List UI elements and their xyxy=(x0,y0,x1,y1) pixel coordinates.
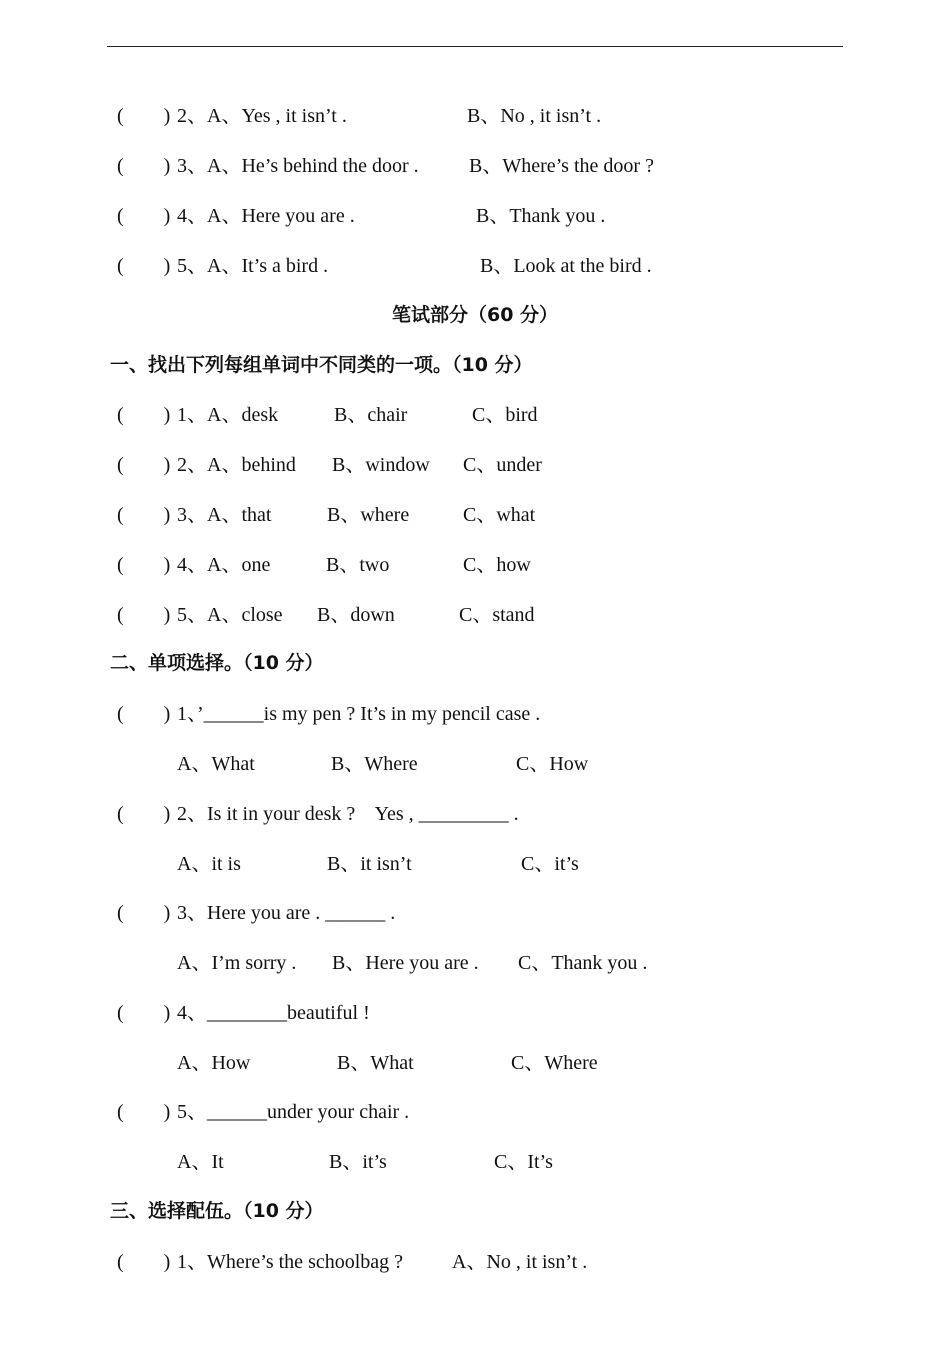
header-rule xyxy=(107,46,843,47)
option-b: B、Where’s the door ? xyxy=(469,155,654,177)
option-c: C、how xyxy=(463,554,531,576)
option-a: 4、A、Here you are . xyxy=(177,205,355,227)
question-text: 4、________beautiful ! xyxy=(177,1002,370,1024)
option-a: 3、A、that xyxy=(177,504,272,526)
option-b: B、chair xyxy=(334,404,408,426)
option-c: C、stand xyxy=(459,604,535,626)
answer-paren[interactable]: ( ) xyxy=(117,1251,171,1273)
option-c: C、Thank you . xyxy=(518,952,648,974)
mc-question xyxy=(0,699,541,729)
option-a: 5、A、close xyxy=(177,604,283,626)
mc-question xyxy=(0,1097,410,1127)
option-b: B、Thank you . xyxy=(476,205,606,227)
option-b: B、it’s xyxy=(329,1151,387,1173)
option-c: C、bird xyxy=(472,404,538,426)
option-a: 2、A、Yes , it isn’t . xyxy=(177,105,347,127)
vocab-item xyxy=(0,450,542,480)
answer-paren[interactable]: ( ) xyxy=(117,1101,171,1123)
answer-paren[interactable]: ( ) xyxy=(117,404,171,426)
option-a: A、it is xyxy=(177,853,241,875)
listening-item xyxy=(0,151,654,181)
option-a: 1、A、desk xyxy=(177,404,279,426)
mc-options xyxy=(0,849,579,879)
question-text: 1、’______is my pen ? It’s in my pencil case . xyxy=(177,703,541,725)
option-c: C、How xyxy=(516,753,589,775)
option-b: B、where xyxy=(327,504,410,526)
mc-options xyxy=(0,948,648,978)
option-a: 4、A、one xyxy=(177,554,271,576)
section-3-title: 三、选择配伍。（10 分） xyxy=(110,1200,324,1222)
answer-paren[interactable]: ( ) xyxy=(117,554,171,576)
written-part-title: 笔试部分（60 分） xyxy=(391,304,559,326)
answer-paren[interactable]: ( ) xyxy=(117,255,171,277)
answer-paren[interactable]: ( ) xyxy=(117,105,171,127)
option-a: 5、A、It’s a bird . xyxy=(177,255,329,277)
option-b: B、No , it isn’t . xyxy=(467,105,602,127)
option-b: B、Look at the bird . xyxy=(480,255,652,277)
vocab-item xyxy=(0,400,538,430)
option-b: B、Here you are . xyxy=(332,952,479,974)
answer-paren[interactable]: ( ) xyxy=(117,454,171,476)
option-a: A、I’m sorry . xyxy=(177,952,297,974)
match-item xyxy=(0,1247,588,1277)
answer-paren[interactable]: ( ) xyxy=(117,902,171,924)
answer-paren[interactable]: ( ) xyxy=(117,703,171,725)
option-a: 3、A、He’s behind the door . xyxy=(177,155,419,177)
mc-options xyxy=(0,1147,553,1177)
vocab-item xyxy=(0,500,536,530)
option-a: A、No , it isn’t . xyxy=(452,1251,588,1273)
answer-paren[interactable]: ( ) xyxy=(117,504,171,526)
answer-paren[interactable]: ( ) xyxy=(117,604,171,626)
question-text: 2、Is it in your desk ? Yes , _________ . xyxy=(177,803,519,825)
option-a: 2、A、behind xyxy=(177,454,296,476)
option-c: C、it’s xyxy=(521,853,579,875)
option-b: B、down xyxy=(317,604,395,626)
mc-question xyxy=(0,998,370,1028)
option-c: C、It’s xyxy=(494,1151,553,1173)
answer-paren[interactable]: ( ) xyxy=(117,155,171,177)
vocab-item xyxy=(0,600,535,630)
option-c: C、Where xyxy=(511,1052,598,1074)
option-b: B、window xyxy=(332,454,430,476)
listening-item xyxy=(0,251,652,281)
option-a: A、What xyxy=(177,753,255,775)
mc-question xyxy=(0,799,519,829)
answer-paren[interactable]: ( ) xyxy=(117,803,171,825)
section-2-title: 二、单项选择。（10 分） xyxy=(110,652,324,674)
question-text: 1、Where’s the schoolbag ? xyxy=(177,1251,404,1273)
section-1-title: 一、找出下列每组单词中不同类的一项。（10 分） xyxy=(110,354,533,376)
option-c: C、under xyxy=(463,454,542,476)
question-text: 5、______under your chair . xyxy=(177,1101,410,1123)
mc-question xyxy=(0,898,396,928)
option-a: A、How xyxy=(177,1052,251,1074)
option-b: B、What xyxy=(337,1052,414,1074)
listening-item xyxy=(0,101,602,131)
option-b: B、two xyxy=(326,554,390,576)
listening-item xyxy=(0,201,606,231)
answer-paren[interactable]: ( ) xyxy=(117,1002,171,1024)
mc-options xyxy=(0,749,589,779)
option-a: A、It xyxy=(177,1151,224,1173)
option-c: C、what xyxy=(463,504,536,526)
vocab-item xyxy=(0,550,531,580)
answer-paren[interactable]: ( ) xyxy=(117,205,171,227)
option-b: B、Where xyxy=(331,753,418,775)
mc-options xyxy=(0,1048,598,1078)
question-text: 3、Here you are . ______ . xyxy=(177,902,396,924)
option-b: B、it isn’t xyxy=(327,853,412,875)
